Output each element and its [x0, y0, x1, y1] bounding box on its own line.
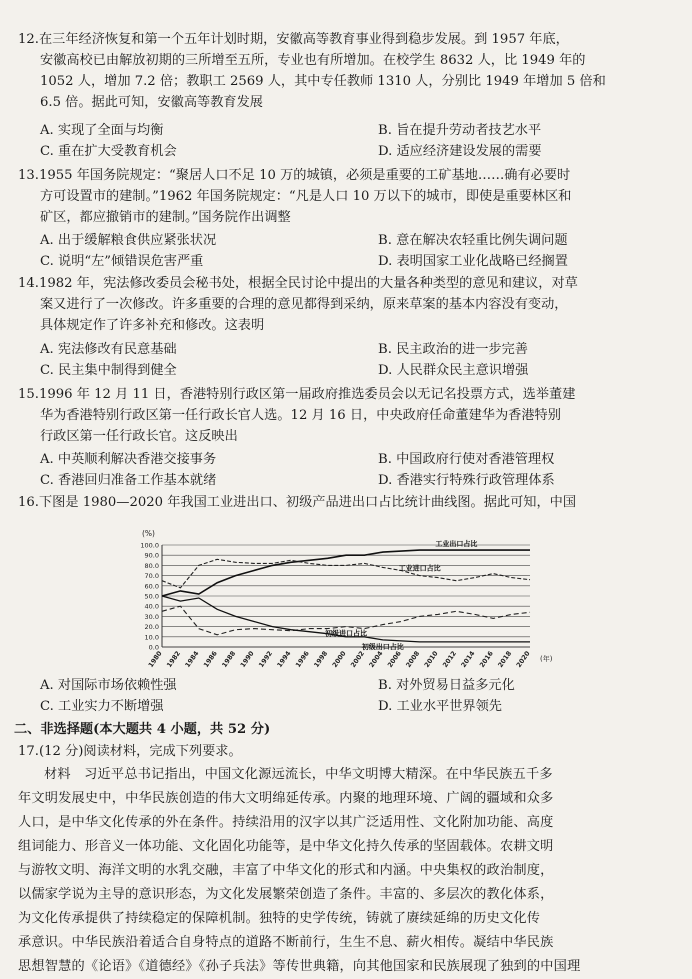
question-14-options — [40, 339, 680, 381]
question-15-line-1: 15.1996 年 12 月 11 日，香港特别行政区第一届政府推选委员会以无记名投票方式，选举董建 — [18, 387, 576, 402]
y-tick-label: 50.0 — [144, 592, 159, 601]
option-d[interactable]: D. 人民群众民主意识增强 — [378, 363, 529, 378]
x-tick-label: 2010 — [422, 649, 440, 669]
x-tick-label: 2008 — [404, 649, 422, 669]
x-tick-label: 1994 — [275, 649, 293, 669]
question-15 — [18, 384, 678, 447]
material-line-9: 思想智慧的《论语》《道德经》《孙子兵法》等传世典籍，向其他国家和民族展现了独到的中国理 — [18, 959, 581, 974]
question-13-line-2: 方可设置市的建制。”1962 年国务院规定：“凡是人口 10 万以下的城市，即使是重要林区和 — [40, 189, 572, 204]
question-13-line-3: 矿区，都应撤销市的建制。”国务院作出调整 — [40, 210, 291, 225]
question-15-options — [40, 449, 680, 491]
option-b[interactable]: B. 中国政府行使对香港管理权 — [378, 452, 555, 467]
option-d[interactable]: D. 表明国家工业化战略已经搁置 — [378, 254, 568, 269]
question-16-line-1: 16.下图是 1980—2020 年我国工业进出口、初级产品进出口占比统计曲线图。据此可知，中国 — [18, 495, 577, 510]
series-label-1: 工业出口占比 — [435, 540, 478, 549]
question-12-line-4: 6.5 倍。据此可知，安徽高等教育发展 — [40, 95, 263, 110]
question-14 — [18, 273, 678, 336]
y-tick-label: 80.0 — [144, 561, 159, 570]
question-12-line-3: 1052 人，增加 7.2 倍；教职工 2569 人，其中专任教师 1310 人，分别比 1949 年增加 5 倍和 — [40, 74, 606, 89]
option-c[interactable]: C. 香港回归准备工作基本就绪 — [40, 473, 217, 488]
y-axis-unit-label: (%) — [142, 529, 155, 538]
material-line-6: 以儒家学说为主导的意识形态，为文化发展繁荣创造了条件。丰富的、多层次的教化体系， — [18, 887, 554, 902]
y-tick-label: 0.0 — [148, 643, 159, 652]
question-15-line-2: 华为香港特别行政区第一任行政长官人选。12 月 16 日，中央政府任命董建华为香港特别 — [40, 408, 561, 423]
question-13-line-1: 13.1955 年国务院规定：“聚居人口不足 10 万的城镇，必须是重要的工矿基地……确有必要时 — [18, 168, 571, 183]
option-b[interactable]: B. 旨在提升劳动者技艺水平 — [378, 123, 542, 138]
option-a[interactable]: A. 对国际市场依赖性强 — [40, 678, 177, 693]
option-d[interactable]: D. 香港实行特殊行政管理体系 — [378, 473, 555, 488]
option-a[interactable]: A. 宪法修改有民意基础 — [40, 342, 177, 357]
series-label-2: 工业进口占比 — [398, 564, 441, 573]
question-14-line-3: 具体规定作了许多补充和修改。这表明 — [40, 318, 265, 333]
x-tick-label: 2014 — [459, 649, 477, 669]
x-tick-label: 2016 — [477, 649, 495, 669]
x-tick-label: 2018 — [496, 649, 514, 669]
series-line-1 — [162, 550, 530, 596]
material-line-2: 年文明发展史中，中华民族创造的伟大文明绵延传承。内聚的地理环境、广阔的疆域和众多 — [18, 791, 554, 806]
question-15-line-3: 行政区第一任行政长官。这反映出 — [40, 429, 238, 444]
question-16-options — [40, 675, 680, 717]
x-tick-label: 2000 — [330, 649, 348, 669]
question-14-line-2: 案又进行了一次修改。许多重要的合理的意见都得到采纳，原来草案的基本内容没有变动， — [40, 297, 568, 312]
question-12 — [18, 29, 678, 113]
x-tick-label: 2006 — [385, 649, 403, 669]
question-17-stem: 17.(12 分)阅读材料，完成下列要求。 — [18, 744, 242, 759]
question-17-material — [18, 763, 682, 979]
y-tick-label: 30.0 — [144, 612, 159, 621]
material-line-3: 人口，是中华文化传承的外在条件。持续沿用的汉字以其广泛适用性、文化附加功能、高度 — [18, 815, 554, 830]
material-line-8: 承意识。中华民族沿着适合自身特点的道路不断前行，生生不息、薪火相传。凝结中华民族 — [18, 935, 554, 950]
option-c[interactable]: C. 工业实力不断增强 — [40, 699, 164, 714]
series-label-4: 初级出口占比 — [361, 642, 404, 651]
x-tick-label: 2020 — [514, 649, 532, 669]
question-16 — [18, 492, 678, 513]
option-a[interactable]: A. 中英顺利解决香港交接事务 — [40, 452, 217, 467]
y-tick-label: 90.0 — [144, 551, 159, 560]
option-b[interactable]: B. 民主政治的进一步完善 — [378, 342, 528, 357]
x-tick-label: 2002 — [349, 649, 367, 669]
material-line-1: 材料 习近平总书记指出，中国文化源远流长，中华文明博大精深。在中华民族五千多 — [44, 767, 553, 782]
question-12-options — [40, 120, 680, 162]
x-axis-unit-label: (年) — [540, 655, 553, 663]
y-tick-label: 40.0 — [144, 602, 159, 611]
x-tick-label: 1998 — [312, 649, 330, 669]
y-tick-label: 20.0 — [144, 623, 159, 632]
option-c[interactable]: C. 重在扩大受教育机会 — [40, 144, 177, 159]
option-c[interactable]: C. 说明“左”倾错误危害严重 — [40, 254, 204, 269]
x-tick-label: 1990 — [238, 649, 256, 669]
question-12-line-2: 安徽高校已由解放初期的三所增至五所，专业也有所增加。在校学生 8632 人，比 1949 年的 — [40, 53, 586, 68]
question-13 — [18, 165, 678, 228]
x-tick-label: 1982 — [165, 649, 183, 669]
y-tick-label: 60.0 — [144, 582, 159, 591]
option-a[interactable]: A. 实现了全面与均衡 — [40, 123, 164, 138]
material-line-5: 与游牧文明、海洋文明的水乳交融，丰富了中华文化的形式和内涵。中央集权的政治制度， — [18, 863, 554, 878]
option-c[interactable]: C. 民主集中制得到健全 — [40, 363, 177, 378]
material-line-7: 为文化传承提供了持续稳定的保障机制。独特的史学传统，铸就了赓续延绵的历史文化传 — [18, 911, 541, 926]
x-tick-label: 2004 — [367, 649, 385, 669]
chart-svg — [128, 527, 568, 687]
y-tick-label: 70.0 — [144, 572, 159, 581]
question-14-line-1: 14.1982 年，宪法修改委员会秘书处，根据全民讨论中提出的大量各种类型的意见和建议，对草 — [18, 276, 578, 291]
x-tick-label: 1996 — [293, 649, 311, 669]
option-d[interactable]: D. 适应经济建设发展的需要 — [378, 144, 542, 159]
x-tick-label: 1992 — [257, 649, 275, 669]
option-b[interactable]: B. 对外贸易日益多元化 — [378, 678, 515, 693]
option-b[interactable]: B. 意在解决农轻重比例失调问题 — [378, 233, 568, 248]
question-13-options — [40, 230, 680, 272]
trade-share-chart — [128, 527, 568, 687]
section-2-title: 二、非选择题(本大题共 4 小题，共 52 分) — [14, 722, 271, 737]
material-line-4: 组词能力、形音义一体功能、文化固化功能等，是中华文化持久传承的坚固载体。农耕文明 — [18, 839, 554, 854]
option-a[interactable]: A. 出于缓解粮食供应紧张状况 — [40, 233, 217, 248]
x-tick-label: 1984 — [183, 649, 201, 669]
series-label-3: 初级进口占比 — [325, 629, 367, 638]
x-tick-label: 1988 — [220, 649, 238, 669]
x-tick-label: 1980 — [146, 649, 164, 669]
y-tick-label: 10.0 — [144, 633, 159, 642]
x-tick-label: 1986 — [201, 649, 219, 669]
x-tick-label: 2012 — [441, 649, 459, 669]
option-d[interactable]: D. 工业水平世界领先 — [378, 699, 502, 714]
question-12-line-1: 12.在三年经济恢复和第一个五年计划时期，安徽高等教育事业得到稳步发展。到 1957 年底， — [18, 32, 569, 47]
y-tick-label: 100.0 — [140, 541, 159, 550]
